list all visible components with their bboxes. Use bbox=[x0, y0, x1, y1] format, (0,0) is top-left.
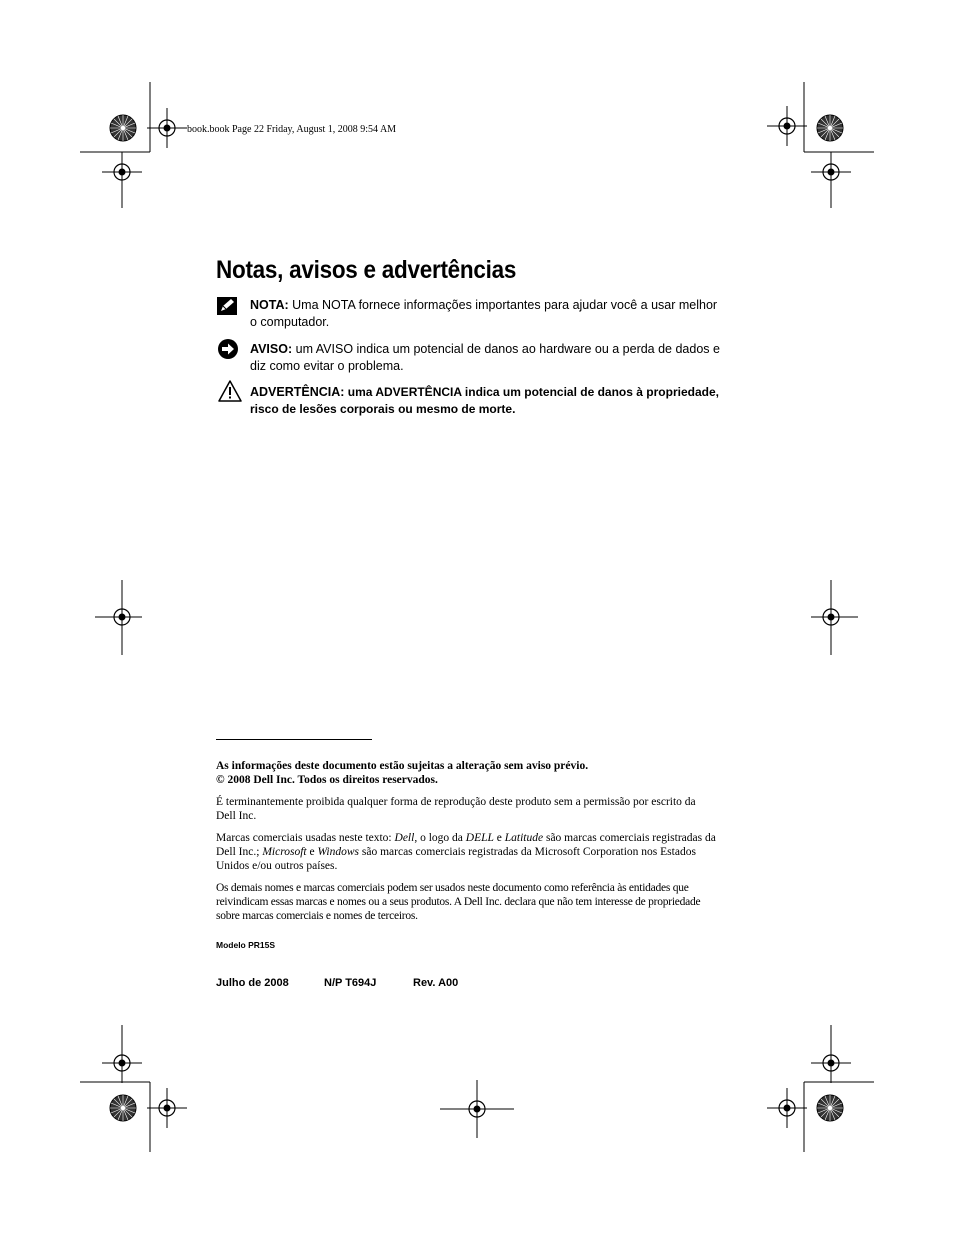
reproduction-text: É terminantemente proibida qualquer forma de reprodução deste produto sem a permissão por escrito da Dell Inc. bbox=[216, 796, 696, 822]
legal-notice-line1: As informações deste documento estão sujeitas a alteração sem aviso prévio. bbox=[216, 760, 589, 772]
other-marks-text: Os demais nomes e marcas comerciais podem ser usados neste documento como referência às entidades que reivindicam essas marcas e nomes ou a seus produtos. A Dell Inc. declara que não tem interesse de propriedade sobre marcas comerciais e nomes de terceiros. bbox=[216, 882, 701, 922]
note-text: Uma NOTA fornece informações importantes para ajudar você a usar melhor o computador. bbox=[250, 298, 718, 329]
note-label: NOTA: bbox=[250, 298, 289, 312]
trademarks-text: Marcas comerciais usadas neste texto: Dell, o logo da DELL e Latitude são marcas comerciais registradas da Dell Inc.; Microsoft e Windows são marcas comerciais registradas da Microsoft Corporation nos Estados Unidos e/ou outros países. bbox=[216, 832, 716, 872]
aviso-notice bbox=[250, 341, 720, 375]
warning-notice bbox=[250, 384, 720, 418]
pencil-note-icon bbox=[216, 296, 238, 316]
footer-revision: Rev. A00 bbox=[413, 977, 459, 989]
warning-text: uma ADVERTÊNCIA indica um potencial de danos à propriedade, risco de lesões corporais ou mesmo de morte. bbox=[250, 385, 719, 416]
copyright-line: © 2008 Dell Inc. Todos os direitos reservados. bbox=[216, 774, 438, 786]
legal-notice bbox=[216, 759, 716, 931]
footer-date: Julho de 2008 bbox=[216, 977, 289, 989]
footnote-divider bbox=[216, 739, 372, 740]
book-header-info: book.book Page 22 Friday, August 1, 2008 9:54 AM bbox=[187, 124, 397, 135]
aviso-label: AVISO: bbox=[250, 342, 293, 356]
warning-label: ADVERTÊNCIA: bbox=[250, 385, 345, 399]
page-title: Notas, avisos e advertências bbox=[216, 256, 517, 284]
footer-part-number: N/P T694J bbox=[324, 977, 377, 989]
arrow-circle-icon bbox=[217, 338, 239, 360]
aviso-text: um AVISO indica um potencial de danos ao hardware ou a perda de dados e diz como evitar o problema. bbox=[250, 342, 720, 373]
model-number: Modelo PR15S bbox=[216, 940, 276, 950]
note-notice bbox=[250, 297, 720, 331]
warning-triangle-icon bbox=[217, 379, 243, 403]
